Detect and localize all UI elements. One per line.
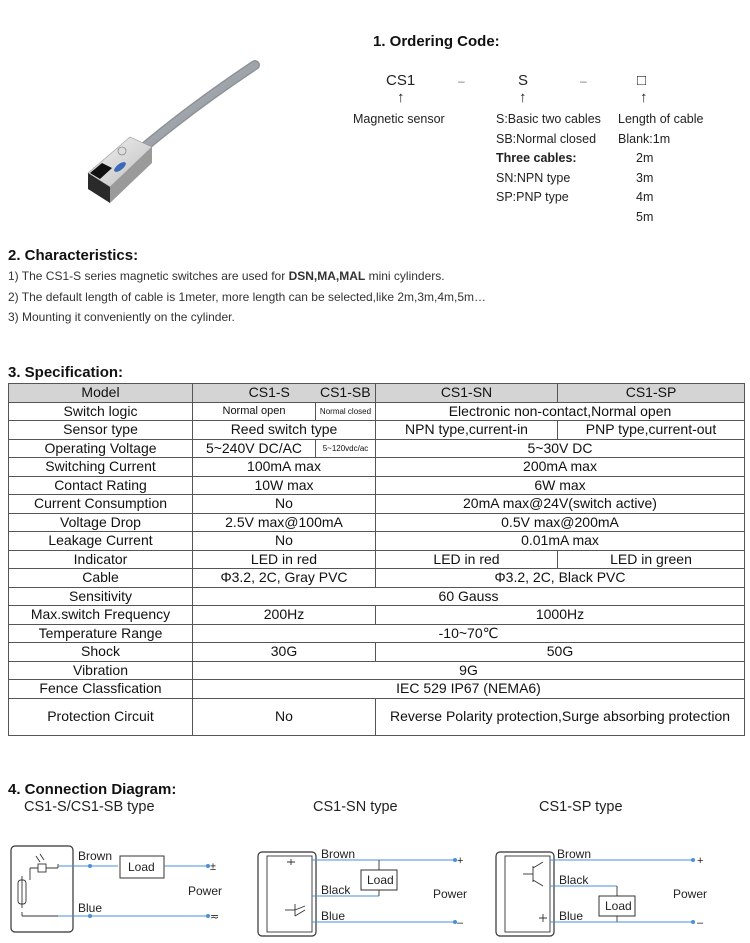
- header-cs1-sn: CS1-SN: [376, 384, 558, 403]
- table-row: [9, 476, 745, 495]
- table-cell: 100mA max: [193, 458, 376, 477]
- table-row: [9, 569, 745, 588]
- code-part-s: S: [518, 72, 529, 89]
- ac-plus-sign: ±: [210, 861, 217, 873]
- table-row: [9, 661, 745, 680]
- table-cell: LED in red: [376, 550, 558, 569]
- table-cell: No: [193, 532, 376, 551]
- table-cell: 1000Hz: [376, 606, 745, 625]
- table-cell: Normal open: [193, 402, 316, 421]
- table-cell: NPN type,current-in: [376, 421, 558, 440]
- table-row: [9, 624, 745, 643]
- arrow-up-icon: ↑: [519, 89, 527, 106]
- magnetic-sensor-label: Magnetic sensor: [353, 112, 445, 126]
- table-row: [9, 532, 745, 551]
- minus-sign: –: [457, 917, 464, 929]
- table-cell: Reverse Polarity protection,Surge absorbing protection: [376, 698, 745, 735]
- table-row: [9, 643, 745, 662]
- type-option: SP:PNP type: [496, 190, 569, 204]
- type-option: SN:NPN type: [496, 171, 571, 185]
- table-cell: LED in green: [558, 550, 745, 569]
- type-option: SB:Normal closed: [496, 132, 597, 146]
- table-cell: 5~240V DC/AC: [193, 439, 316, 458]
- table-cell: 0.01mA max: [376, 532, 745, 551]
- sensor-product-image: [60, 55, 260, 225]
- header-cs1-sb: CS1-SB: [316, 384, 376, 403]
- row-label: Switching Current: [9, 458, 193, 477]
- plus-sign: +: [697, 855, 704, 867]
- ordering-title: 1. Ordering Code:: [373, 33, 500, 50]
- wire-blue-label: Blue: [321, 909, 346, 923]
- table-cell: No: [193, 495, 376, 514]
- characteristic-line-3: 3) Mounting it conveniently on the cylinder.: [8, 310, 235, 324]
- table-header-row: [9, 384, 745, 403]
- wire-blue-label: Blue: [78, 901, 103, 915]
- length-option: Blank:1m: [618, 132, 671, 146]
- table-cell: Electronic non-contact,Normal open: [376, 402, 745, 421]
- wire-black-label: Black: [321, 883, 351, 897]
- load-label: Load: [367, 873, 394, 887]
- plus-sign: +: [457, 855, 464, 867]
- row-label: Cable: [9, 569, 193, 588]
- row-label: Max.switch Frequency: [9, 606, 193, 625]
- type-group-heading: Three cables:: [496, 151, 577, 165]
- table-cell: No: [193, 698, 376, 735]
- connection-title: 4. Connection Diagram:: [8, 781, 177, 798]
- arrow-up-icon: ↑: [397, 89, 405, 106]
- table-cell: 200Hz: [193, 606, 376, 625]
- line1-prefix: 1) The CS1-S series magnetic switches are used for: [8, 269, 289, 283]
- table-cell: Normal closed: [316, 402, 376, 421]
- table-cell: 200mA max: [376, 458, 745, 477]
- table-cell: 50G: [376, 643, 745, 662]
- header-model: Model: [9, 384, 193, 403]
- table-row: [9, 587, 745, 606]
- table-cell: Φ3.2, 2C, Gray PVC: [193, 569, 376, 588]
- ac-minus-sign: ≂: [210, 911, 220, 923]
- specification-title: 3. Specification:: [8, 364, 124, 381]
- power-label: Power: [433, 887, 468, 901]
- characteristic-line-1: [8, 269, 445, 283]
- row-label: Fence Classfication: [9, 680, 193, 699]
- table-row: [9, 606, 745, 625]
- table-row: [9, 439, 745, 458]
- line1-bold-models: DSN,MA,MAL: [288, 269, 366, 283]
- table-row: [9, 513, 745, 532]
- table-cell: 2.5V max@100mA: [193, 513, 376, 532]
- row-label: Sensitivity: [9, 587, 193, 606]
- table-cell: Reed switch type: [193, 421, 376, 440]
- specification-table: [8, 383, 745, 736]
- table-cell: 10W max: [193, 476, 376, 495]
- arrow-up-icon: ↑: [640, 89, 648, 106]
- type-option: S:Basic two cables: [496, 112, 601, 126]
- table-cell: LED in red: [193, 550, 376, 569]
- table-cell: 60 Gauss: [193, 587, 745, 606]
- table-cell: IEC 529 IP67 (NEMA6): [193, 680, 745, 699]
- wire-brown-label: Brown: [78, 849, 113, 863]
- table-cell: 5~30V DC: [376, 439, 745, 458]
- row-label: Contact Rating: [9, 476, 193, 495]
- table-row: [9, 421, 745, 440]
- row-label: Leakage Current: [9, 532, 193, 551]
- row-label: Switch logic: [9, 402, 193, 421]
- length-heading: Length of cable: [618, 112, 704, 126]
- table-cell: 6W max: [376, 476, 745, 495]
- table-cell: -10~70℃: [193, 624, 745, 643]
- characteristics-title: 2. Characteristics:: [8, 247, 139, 264]
- header-cs1-s: CS1-S: [193, 384, 316, 403]
- diagram-title-sp: CS1-SP type: [539, 799, 623, 815]
- line1-suffix: mini cylinders.: [365, 269, 445, 283]
- wire-brown-label: Brown: [321, 847, 356, 861]
- table-cell: 0.5V max@200mA: [376, 513, 745, 532]
- code-part-length-box: □: [637, 72, 647, 89]
- code-dash-1: –: [458, 74, 465, 88]
- length-option: 2m: [636, 151, 654, 165]
- minus-sign: –: [697, 917, 704, 929]
- length-option: 3m: [636, 171, 654, 185]
- row-label: Sensor type: [9, 421, 193, 440]
- load-label: Load: [128, 860, 155, 874]
- power-label: Power: [673, 887, 708, 901]
- table-cell: 30G: [193, 643, 376, 662]
- wiring-diagram-npn: [255, 840, 480, 940]
- wire-black-label: Black: [559, 873, 589, 887]
- row-label: Shock: [9, 643, 193, 662]
- length-option: 5m: [636, 210, 654, 224]
- table-row: [9, 458, 745, 477]
- header-cs1-sp: CS1-SP: [558, 384, 745, 403]
- diagram-title-sn: CS1-SN type: [313, 799, 398, 815]
- table-row: [9, 698, 745, 735]
- row-label: Indicator: [9, 550, 193, 569]
- wire-blue-label: Blue: [559, 909, 584, 923]
- row-label: Vibration: [9, 661, 193, 680]
- table-row: [9, 550, 745, 569]
- row-label: Temperature Range: [9, 624, 193, 643]
- power-label: Power: [188, 884, 223, 898]
- characteristic-line-2: 2) The default length of cable is 1meter, more length can be selected,like 2m,3m,4m,5m…: [8, 290, 487, 304]
- table-cell: 20mA max@24V(switch active): [376, 495, 745, 514]
- row-label: Protection Circuit: [9, 698, 193, 735]
- diagram-title-s: CS1-S/CS1-SB type: [24, 799, 155, 815]
- table-cell: PNP type,current-out: [558, 421, 745, 440]
- code-part-cs1: CS1: [386, 72, 416, 89]
- table-row: [9, 495, 745, 514]
- row-label: Voltage Drop: [9, 513, 193, 532]
- row-label: Operating Voltage: [9, 439, 193, 458]
- wiring-diagram-pnp: [493, 840, 718, 940]
- length-option: 4m: [636, 190, 654, 204]
- wire-brown-label: Brown: [557, 847, 592, 861]
- table-cell: 5~120vdc/ac: [316, 439, 376, 458]
- table-row: [9, 680, 745, 699]
- wiring-diagram-reed: [8, 840, 238, 940]
- code-dash-2: –: [580, 74, 587, 88]
- table-row: [9, 402, 745, 421]
- table-cell: 9G: [193, 661, 745, 680]
- row-label: Current Consumption: [9, 495, 193, 514]
- load-label: Load: [605, 899, 632, 913]
- table-cell: Φ3.2, 2C, Black PVC: [376, 569, 745, 588]
